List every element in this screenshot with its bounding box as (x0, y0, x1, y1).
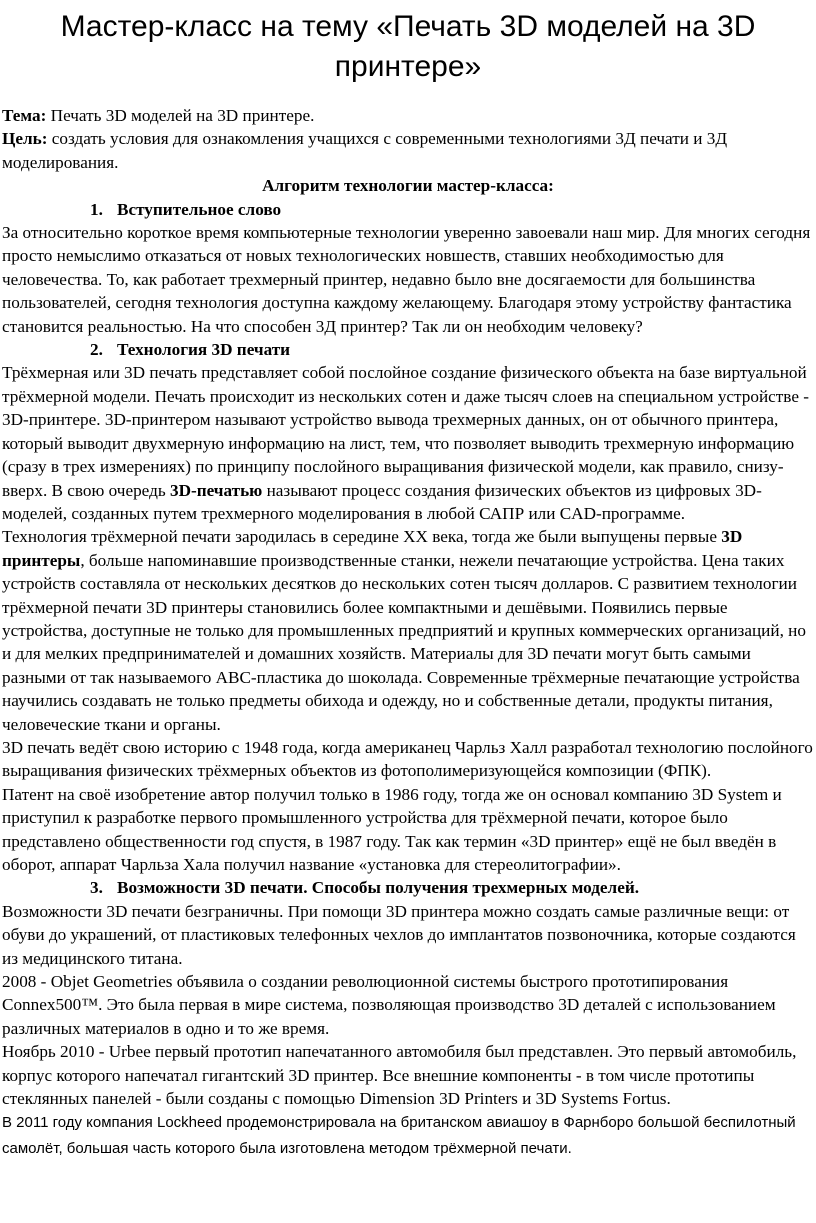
section-heading-3 (2, 876, 814, 899)
topic-text: Печать 3D моделей на 3D принтере. (46, 106, 315, 125)
goal-text: создать условия для ознакомления учащихся с современными технологиями 3Д печати и 3Д моделирования. (2, 129, 728, 172)
paragraph-2010: Ноябрь 2010 - Urbee первый прототип напечатанного автомобиля был представлен. Это первый автомобиль, корпус которого напечатал гигантский 3D принтер. Все внешние компоненты - в том числе прототипы стеклянных панелей - были созданы с помощью Dimension 3D Printers и 3D Systems Fortus. (2, 1042, 797, 1109)
section-heading-2 (2, 338, 814, 361)
document-title: Мастер-класс на тему «Печать 3D моделей на 3D принтере» (60, 10, 756, 83)
text-run: Технология трёхмерной печати зародилась в середине XX века, тогда же были выпущены первые (2, 527, 722, 547)
algorithm-heading: Алгоритм технологии мастер-класса: (262, 176, 554, 196)
section-number: 1. (90, 199, 103, 219)
text-run: называют процесс создания физических объектов из цифровых 3D-моделей, созданных путем трехмерного моделирования в любой САПР или CAD-программе. (2, 480, 762, 523)
section-number: 2. (90, 340, 103, 360)
section-title: Вступительное слово (117, 199, 282, 219)
section-title: Технология 3D печати (117, 340, 291, 360)
paragraph-possibilities: Возможности 3D печати безграничны. При помощи 3D принтера можно создать самые различные вещи: от обуви до украшений, от пластиковых телефонных чехлов до имплантатов позвоночника, которые создаются из медицинского титана. (2, 901, 796, 968)
paragraph-2008: 2008 - Objet Geometries объявила о создании революционной системы быстрого прототипирования Connex500™. Это была первая в мире система, позволяющая производство 3D деталей с использованием различных материалов в одно и то же время. (2, 972, 776, 1038)
bold-term: 3D-печатью (169, 480, 263, 500)
paragraph-3d-definition (2, 361, 814, 525)
paragraph-2011: В 2011 году компания Lockheed продемонстрировала на британском авиашоу в Фарнборо большой беспилотный самолёт, большая часть которого была изготовлена методом трёхмерной печати. (2, 1114, 796, 1158)
text-run: Трёхмерная или 3D печать представляет собой послойное создание физического объекта на базе виртуальной трёхмерной модели. Печать происходит из нескольких сотен и даже тысяч слоев на специальном устройстве - 3D-принтере. 3D-принтером называют устройство вывода трехмерных данных, он от обычного принтера, который выводит двухмерную информацию на лист, тем, что позволяет выводить трехмерную информацию (сразу в трех измерениях) по принципу послойного выращивания физической модели, как правило, снизу-вверх. В свою очередь (2, 363, 809, 500)
goal-line (2, 127, 814, 174)
topic-label: Тема: (2, 106, 47, 125)
paragraph-intro: За относительно короткое время компьютерные технологии уверенно завоевали наш мир. Для многих сегодня просто немыслимо отказаться от новых технологических новшеств, ставших необходимостью для человечества. То, как работает трехмерный принтер, недавно было вне досягаемости для большинства пользователей, сегодня технология доступна каждому желающему. Благодаря этому устройству фантастика становится реальностью. На что способен 3Д принтер? Так ли он необходим человеку? (2, 223, 811, 336)
topic-line (2, 104, 814, 127)
bold-term: 3D принтеры (2, 527, 743, 570)
text-run: , больше напоминавшие производственные станки, нежели печатающие устройства. Цена таких устройств составляла от нескольких десятков до нескольких сотен тысяч долларов. С развитием технологии трёхмерной печати 3D принтеры становились более компактными и дешёвыми. Появились первые устройства, доступные не только для промышленных предприятий и крупных коммерческих организаций, но и для мелких предпринимателей и домашних хозяйств. Материалы для 3D печати могут быть самыми разными от так называемого АВС-пластика до шоколада. Современные трёхмерные печатающие устройства научились создавать не только предметы обихода и одежду, но и собственные детали, продукты питания, человеческие ткани и органы. (2, 550, 806, 734)
section-heading-1 (2, 198, 814, 221)
meta-block (2, 104, 814, 174)
paragraph-patent: Патент на своё изобретение автор получил только в 1986 году, тогда же он основал компанию 3D System и приступил к разработке первого промышленного устройства для трёхмерной печати, которое было представлено общественности год спустя, в 1987 году. Так как термин «3D принтер» ещё не был введён в оборот, аппарат Чарльза Хала получил название «установка для стереолитографии». (2, 784, 782, 874)
paragraph-1948: 3D печать ведёт свою историю с 1948 года, когда американец Чарльз Халл разработал технологию послойного выращивания физических трёхмерных объектов из фотополимеризующейся композиции (ФПК). (2, 737, 813, 781)
goal-label: Цель: (2, 129, 48, 149)
section-number: 3. (90, 878, 103, 898)
section-title: Возможности 3D печати. Способы получения трехмерных моделей. (117, 878, 640, 898)
paragraph-history (2, 525, 814, 736)
